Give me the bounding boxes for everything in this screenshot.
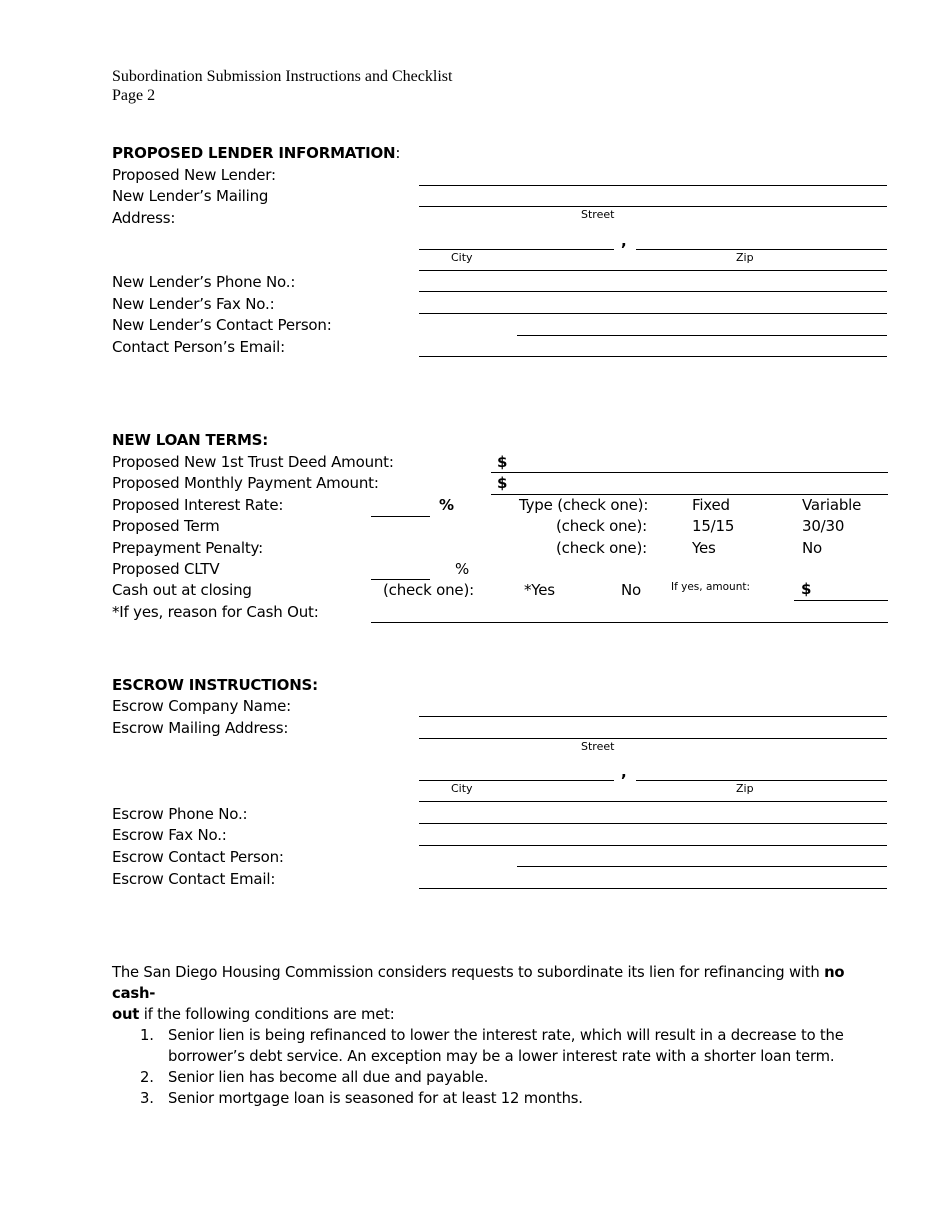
cltv-percent: % — [455, 560, 470, 578]
conditions-intro-text-b: if the following conditions are met: — [139, 1006, 395, 1023]
escrow-company-label: Escrow Company Name: — [112, 697, 292, 715]
interest-rate-label: Proposed Interest Rate: — [112, 496, 284, 514]
loan-section-heading: NEW LOAN TERMS: — [112, 431, 269, 449]
trust-deed-label: Proposed New 1st Trust Deed Amount: — [112, 453, 394, 471]
cash-out-reason-field[interactable] — [371, 622, 888, 623]
lender-street-caption: Street — [581, 208, 615, 221]
prepayment-label: Prepayment Penalty: — [112, 539, 263, 557]
condition-1-number: 1. — [140, 1027, 154, 1044]
term-check-one: (check one): — [556, 517, 647, 535]
escrow-phone-label: Escrow Phone No.: — [112, 805, 248, 823]
monthly-payment-dollar: $ — [497, 474, 508, 492]
new-lender-label: Proposed New Lender: — [112, 166, 276, 184]
lender-contact-field[interactable] — [517, 335, 887, 336]
cltv-field[interactable] — [371, 579, 430, 580]
cash-out-no[interactable]: No — [621, 581, 641, 599]
escrow-contact-label: Escrow Contact Person: — [112, 848, 284, 866]
cash-out-amount-label: If yes, amount: — [671, 581, 751, 593]
new-lender-field[interactable] — [419, 185, 887, 186]
cash-out-dollar: $ — [801, 580, 812, 598]
document-title: Subordination Submission Instructions and Checklist — [112, 68, 453, 85]
escrow-fax-field[interactable] — [419, 845, 887, 846]
monthly-payment-label: Proposed Monthly Payment Amount: — [112, 474, 379, 492]
condition-2-number: 2. — [140, 1069, 154, 1086]
term-option-30-30[interactable]: 30/30 — [802, 517, 845, 535]
lender-mailing-label-1: New Lender’s Mailing — [112, 187, 269, 205]
cash-out-yes[interactable]: *Yes — [524, 581, 555, 599]
escrow-email-label: Escrow Contact Email: — [112, 870, 276, 888]
conditions-out: out — [112, 1006, 140, 1023]
escrow-city-field[interactable] — [419, 780, 614, 781]
rate-type-label: Type (check one): — [519, 496, 649, 514]
prepayment-check-one: (check one): — [556, 539, 647, 557]
trust-deed-field[interactable] — [491, 472, 888, 473]
lender-email-label: Contact Person’s Email: — [112, 338, 285, 356]
condition-3-number: 3. — [140, 1090, 154, 1107]
lender-address-underline — [419, 270, 887, 271]
escrow-street-caption: Street — [581, 740, 615, 753]
prepayment-yes[interactable]: Yes — [692, 539, 716, 557]
escrow-section-heading: ESCROW INSTRUCTIONS: — [112, 676, 318, 694]
monthly-payment-field[interactable] — [491, 494, 888, 495]
escrow-phone-field[interactable] — [419, 823, 887, 824]
lender-fax-field[interactable] — [419, 313, 887, 314]
escrow-email-field[interactable] — [419, 888, 887, 889]
term-label: Proposed Term — [112, 517, 220, 535]
lender-email-field[interactable] — [419, 356, 887, 357]
cltv-label: Proposed CLTV — [112, 560, 220, 578]
escrow-street-field[interactable] — [419, 738, 887, 739]
condition-1-line-2: borrower’s debt service. An exception may be a lower interest rate with a shorter loan term. — [168, 1048, 835, 1065]
interest-rate-percent: % — [439, 496, 454, 514]
conditions-intro — [112, 962, 862, 1025]
conditions-intro-text-a: The San Diego Housing Commission considers requests to subordinate its lien for refinancing with — [112, 964, 825, 981]
term-option-15-15[interactable]: 15/15 — [692, 517, 735, 535]
cash-out-label: Cash out at closing — [112, 581, 252, 599]
rate-type-variable[interactable]: Variable — [802, 496, 862, 514]
lender-city-field[interactable] — [419, 249, 614, 250]
cash-out-reason-label: *If yes, reason for Cash Out: — [112, 603, 319, 621]
escrow-address-underline — [419, 801, 887, 802]
lender-zip-field[interactable] — [636, 249, 887, 250]
condition-1-line-1: Senior lien is being refinanced to lower the interest rate, which will result in a decrease to the — [168, 1027, 844, 1044]
rate-type-fixed[interactable]: Fixed — [692, 496, 730, 514]
escrow-contact-field[interactable] — [517, 866, 887, 867]
conditions-no-cash: no cash- — [112, 964, 845, 1002]
lender-fax-label: New Lender’s Fax No.: — [112, 295, 275, 313]
interest-rate-field[interactable] — [371, 516, 430, 517]
condition-2-text: Senior lien has become all due and payable. — [168, 1069, 489, 1086]
cash-out-amount-field[interactable] — [794, 600, 888, 601]
escrow-company-field[interactable] — [419, 716, 887, 717]
lender-contact-label: New Lender’s Contact Person: — [112, 316, 332, 334]
lender-mailing-label-2: Address: — [112, 209, 176, 227]
lender-zip-caption: Zip — [736, 251, 754, 264]
page-number: Page 2 — [112, 87, 156, 104]
lender-heading-colon: : — [395, 144, 401, 162]
escrow-fax-label: Escrow Fax No.: — [112, 826, 227, 844]
lender-heading-text: PROPOSED LENDER INFORMATION — [112, 144, 396, 162]
lender-phone-field[interactable] — [419, 291, 887, 292]
escrow-mailing-label: Escrow Mailing Address: — [112, 719, 289, 737]
escrow-zip-field[interactable] — [636, 780, 887, 781]
lender-street-field[interactable] — [419, 206, 887, 207]
escrow-address-comma: , — [621, 763, 627, 781]
escrow-zip-caption: Zip — [736, 782, 754, 795]
trust-deed-dollar: $ — [497, 453, 508, 471]
lender-address-comma: , — [621, 232, 627, 250]
lender-city-caption: City — [451, 251, 473, 264]
cash-out-check-one: (check one): — [383, 581, 474, 599]
lender-section-heading — [112, 144, 400, 162]
escrow-city-caption: City — [451, 782, 473, 795]
condition-3-text: Senior mortgage loan is seasoned for at least 12 months. — [168, 1090, 583, 1107]
lender-phone-label: New Lender’s Phone No.: — [112, 273, 296, 291]
prepayment-no[interactable]: No — [802, 539, 822, 557]
